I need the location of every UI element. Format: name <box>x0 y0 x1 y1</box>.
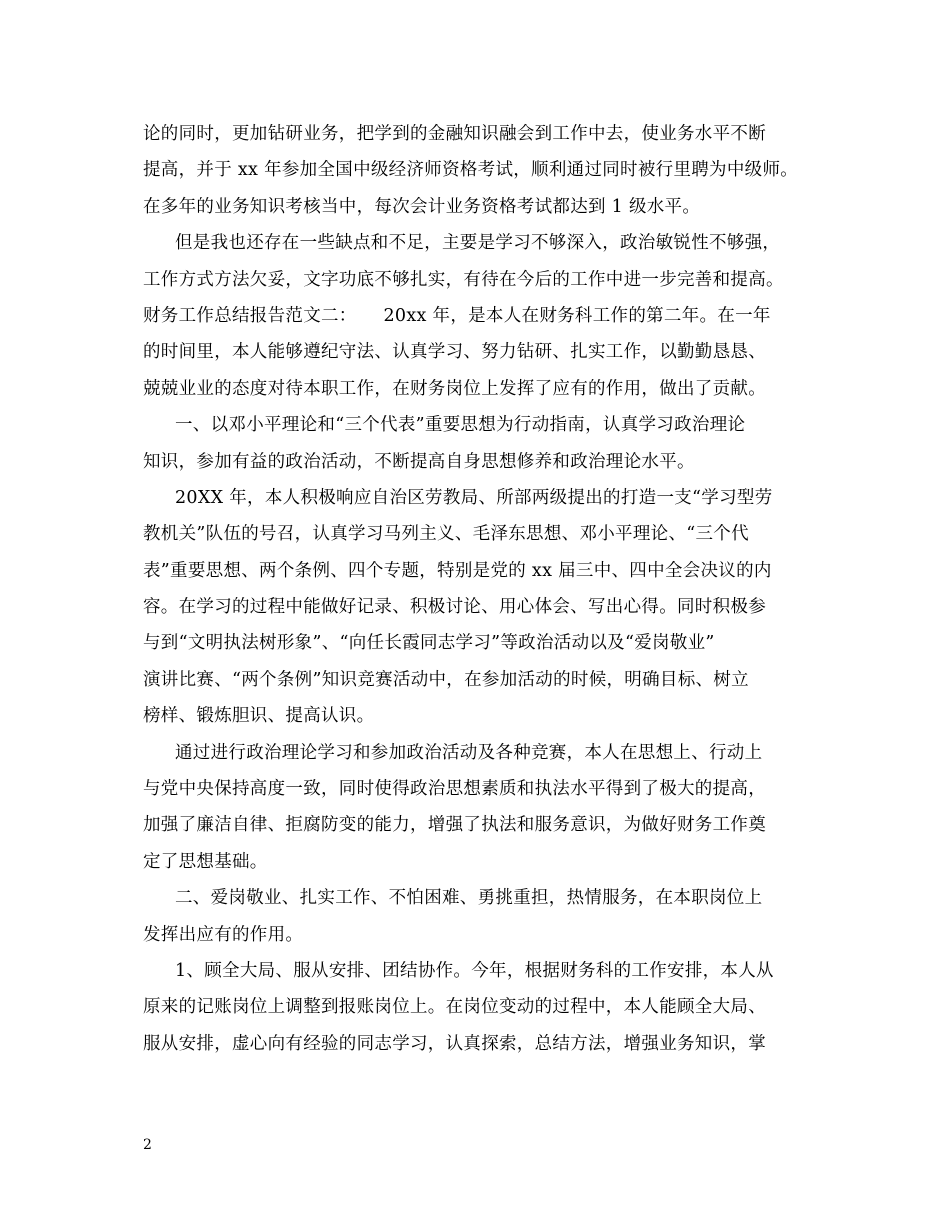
text-line: 发挥出应有的作用。 <box>143 924 304 945</box>
text-line: 容。在学习的过程中能做好记录、积极讨论、用心体会、写出心得。同时积极参 <box>143 597 766 618</box>
text-line: 在多年的业务知识考核当中，每次会计业务资格考试都达到 1 级水平。 <box>143 196 701 217</box>
text-line: 服从安排，虚心向有经验的同志学习，认真探索，总结方法，增强业务知识，掌 <box>143 1033 766 1054</box>
document-body <box>143 116 813 1062</box>
page-number: 2 <box>143 1137 152 1153</box>
text-line: 演讲比赛、“两个条例”知识竞赛活动中，在参加活动的时候，明确目标、树立 <box>143 669 749 690</box>
paragraph-start-line: 20XX 年，本人积极响应自治区劳教局、所部两级提出的打造一支“学习型劳 <box>175 487 773 508</box>
text-line: 知识，参加有益的政治活动，不断提高自身思想修养和政治理论水平。 <box>143 451 695 472</box>
text-line: 榜样、锻炼胆识、提高认识。 <box>143 706 375 727</box>
text-line: 定了思想基础。 <box>143 851 268 872</box>
text-line: 的时间里，本人能够遵纪守法、认真学习、努力钻研、扎实工作，以勤勤恳恳、 <box>143 342 766 363</box>
text-line: 与到“文明执法树形象”、“向任长霞同志学习”等政治活动以及“爱岗敬业” <box>143 633 715 654</box>
text-line: 加强了廉洁自律、拒腐防变的能力，增强了执法和服务意识，为做好财务工作奠 <box>143 815 766 836</box>
text-line: 财务工作总结报告范文二： 20xx 年，是本人在财务科工作的第二年。在一年 <box>143 305 771 326</box>
text-line: 兢兢业业的态度对待本职工作，在财务岗位上发挥了应有的作用，做出了贡献。 <box>143 378 766 399</box>
text-line: 论的同时，更加钻研业务，把学到的金融知识融会到工作中去，使业务水平不断 <box>143 124 766 144</box>
paragraph-start-line: 通过进行政治理论学习和参加政治活动及各种竞赛，本人在思想上、行动上 <box>175 742 763 763</box>
text-line: 表”重要思想、两个条例、四个专题，特别是党的 xx 届三中、四中全会决议的内 <box>143 560 772 581</box>
paragraph-start-line: 但是我也还存在一些缺点和不足，主要是学习不够深入，政治敏锐性不够强， <box>175 233 781 254</box>
paragraph-start-line: 二、爱岗敬业、扎实工作、不怕困难、勇挑重担，热情服务，在本职岗位上 <box>175 888 763 909</box>
paragraph-start-line: 1、顾全大局、服从安排、团结协作。今年，根据财务科的工作安排，本人从 <box>175 960 774 981</box>
text-line: 工作方式方法欠妥，文字功底不够扎实，有待在今后的工作中进一步完善和提高。 <box>143 269 784 290</box>
text-line: 教机关”队伍的号召，认真学习马列主义、毛泽东思想、邓小平理论、“三个代 <box>143 524 749 545</box>
paragraph-start-line: 一、以邓小平理论和“三个代表”重要思想为行动指南，认真学习政治理论 <box>175 415 746 436</box>
text-line: 原来的记账岗位上调整到报账岗位上。在岗位变动的过程中，本人能顾全大局、 <box>143 997 766 1018</box>
text-line: 与党中央保持高度一致，同时使得政治思想素质和执法水平得到了极大的提高， <box>143 779 766 800</box>
text-line: 提高，并于 xx 年参加全国中级经济师资格考试，顺利通过同时被行里聘为中级师。 <box>143 160 799 181</box>
